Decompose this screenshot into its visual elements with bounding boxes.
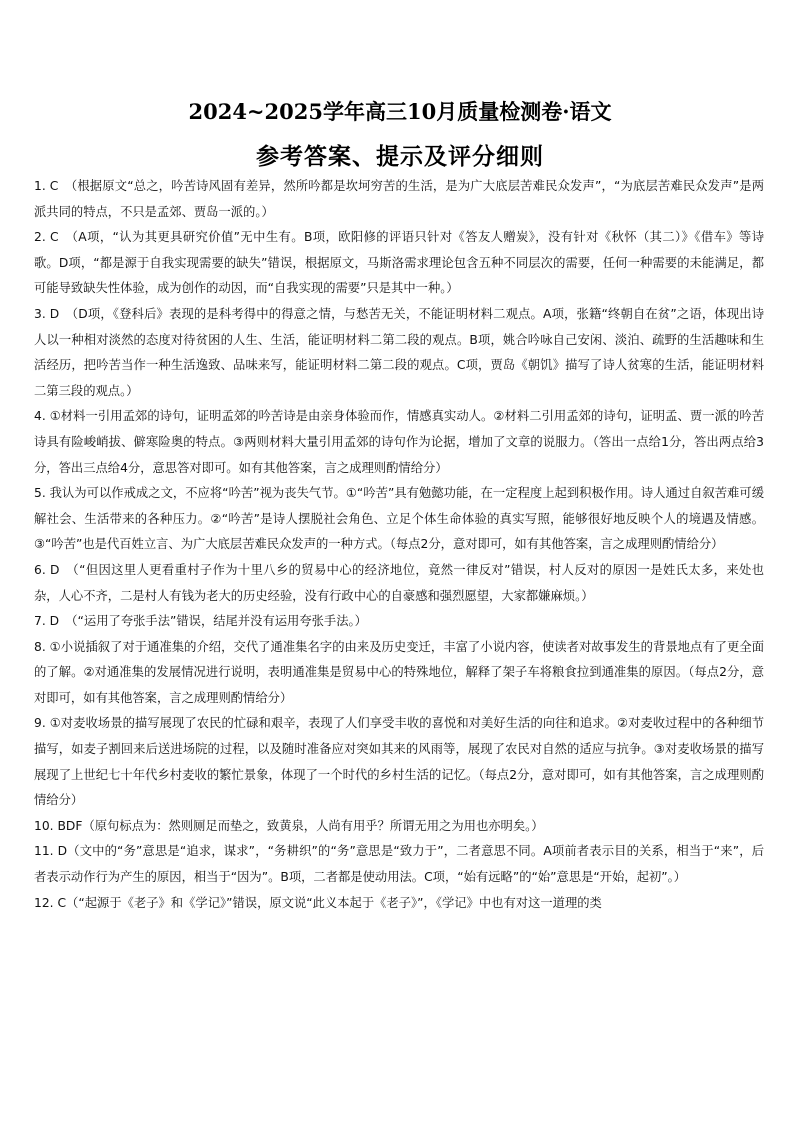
answer-item-2: 2. C （A项，“认为其更具研究价值”无中生有。B项，欧阳修的评语只针对《答友人赠炭》，没有针对《秋怀（其二）》《借车》等诗歌。D项，“都是源于自我实现需要的缺失”错误，根据原文，马斯洛需求理论包含五种不同层次的需要，任何一种需要的未能满足，都可能导致缺失性体验，成为创作的动因，而“自我实现的需要”只是其中一种。） bbox=[34, 230, 764, 296]
page-subtitle: 参考答案、提示及评分细则 bbox=[256, 143, 544, 170]
answer-item-9: 9. ①对麦收场景的描写展现了农民的忙碌和艰辛，表现了人们享受丰收的喜悦和对美好生活的向往和追求。②对麦收过程中的各种细节描写，如麦子割回来后送进场院的过程，以及随时准备应对突如其来的风雨等，展现了农民对自然的适应与抗争。③对麦收场景的描写展现了上世纪七十年代乡村麦收的繁忙景象，体现了一个时代的乡村生活的记忆。（每点2分，意对即可，如有其他答案，言之成理则酌情给分） bbox=[34, 716, 764, 808]
answer-item-3: 3. D （D项，《登科后》表现的是科考得中的得意之情，与愁苦无关，不能证明材料二观点。A项，张籍“终朝自在贫”之语，体现出诗人以一种相对淡然的态度对待贫困的人生、生活，能证明材料二第二段的观点。B项，姚合吟咏自己安闲、淡泊、疏野的生活趣味和生活经历，把吟苦当作一种生活逸致、品味来写，能证明材料二第二段的观点。C项，贾岛《朝饥》描写了诗人贫寒的生活，能证明材料二第三段的观点。） bbox=[34, 306, 764, 398]
answer-item-6: 6. D （“但因这里人更看重村子作为十里八乡的贸易中心的经济地位，竟然一律反对”错误，村人反对的原因一是姓氏太多，来处也杂，人心不齐，二是村人有钱为老大的历史经验，没有行政中心的自豪感和强烈愿望，大家都嫌麻烦。） bbox=[34, 562, 764, 603]
answer-item-8: 8. ①小说插叙了对于通准集的介绍，交代了通准集名字的由来及历史变迁，丰富了小说内容，使读者对故事发生的背景地点有了更全面的了解。②对通准集的发展情况进行说明，表明通准集是贸易中心的特殊地位，解释了架子车将粮食拉到通准集的原因。（每点2分，意对即可，如有其他答案，言之成理则酌情给分） bbox=[34, 639, 764, 705]
answer-list bbox=[34, 174, 764, 916]
answer-item-7: 7. D （“运用了夸张手法”错误，结尾并没有运用夸张手法。） bbox=[34, 614, 367, 629]
answer-item-10: 10. BDF（原句标点为：然则厕足而垫之，致黄泉，人尚有用乎？所谓无用之为用也亦明矣。） bbox=[34, 818, 544, 833]
answer-item-4: 4. ①材料一引用孟郊的诗句，证明孟郊的吟苦诗是由亲身体验而作，情感真实动人。②材料二引用孟郊的诗句，证明孟、贾一派的吟苦诗具有险峻峭拔、僻寒险奥的特点。③两则材料大量引用孟郊的诗句作为论据，增加了文章的说服力。（答出一点给1分，答出两点给3分，答出三点给4分，意思答对即可。如有其他答案，言之成理则酌情给分） bbox=[34, 409, 764, 475]
answer-item-5: 5. 我认为可以作戒成之文，不应将“吟苦”视为丧失气节。①“吟苦”具有勉懿功能，在一定程度上起到积极作用。诗人通过自叙苦难可缓解社会、生活带来的各种压力。②“吟苦”是诗人摆脱社会角色、立足个体生命体验的真实写照，能够很好地反映个人的境遇及情感。③“吟苦”也是代百姓立言、为广大底层苦难民众发声的一种方式。（每点2分，意对即可，如有其他答案，言之成理则酌情给分） bbox=[34, 486, 764, 552]
answer-item-11: 11. D（文中的“务”意思是“追求，谋求”，“务耕织”的“务”意思是“致力于”，二者意思不同。A项前者表示目的关系，相当于“来”，后者表示动作行为产生的原因，相当于“因为”。B项，二者都是使动用法。C项，“始有远略”的“始”意思是“开始，起初”。） bbox=[34, 844, 764, 885]
page-title: 2024~2025学年高三10月质量检测卷·语文 bbox=[188, 99, 612, 124]
answer-item-1: 1. C （根据原文“总之，吟苦诗风固有差异，然所吟都是坎坷穷苦的生活，是为广大底层苦难民众发声”，“为底层苦难民众发声”是两派共同的特点，不只是孟郊、贾岛一派的。） bbox=[34, 179, 764, 219]
answer-item-12: 12. C（“起源于《老子》和《学记》”错误，原文说“此义本起于《老子》”，《学记》中也有对这一道理的类 bbox=[34, 895, 602, 910]
